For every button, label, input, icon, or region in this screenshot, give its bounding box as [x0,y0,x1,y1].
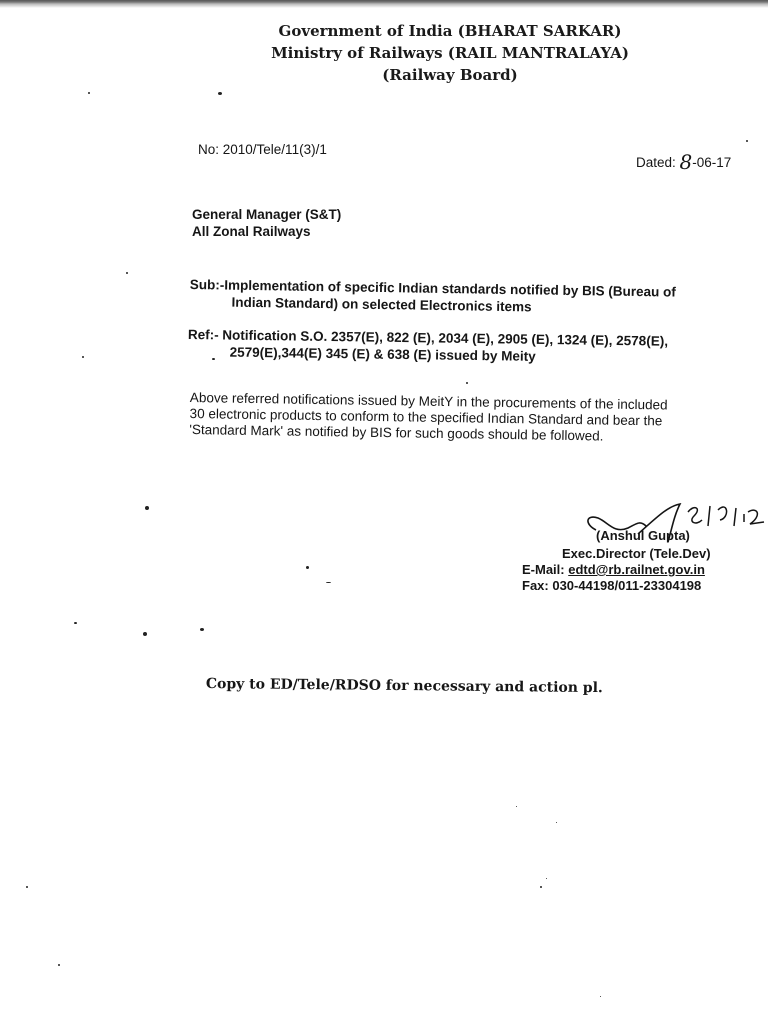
reference-line-1: Ref:- Notification S.O. 2357(E), 822 (E), 2034 (E), 2905 (E), 1324 (E), 2578(E), [187,326,669,349]
subject-line-1: Sub:-Implementation of specific Indian standards notified by BIS (Bureau of [189,276,676,300]
scan-speck [540,886,542,888]
body-line-3: 'Standard Mark' as notified by BIS for such goods should be followed. [189,421,604,444]
letterhead-line-ministry: Ministry of Railways (RAIL MANTRALAYA) [271,44,629,62]
scan-speck [200,628,204,631]
signatory-designation: Exec.Director (Tele.Dev) [562,546,711,561]
letterhead [240,20,660,86]
scan-speck [306,566,309,569]
dated-month-year: -06-17 [692,155,732,170]
letter-date [636,150,731,174]
email-address: edtd@rb.railnet.gov.in [568,562,705,577]
subject [189,276,676,318]
letterhead-line-government: Government of India (BHARAT SARKAR) [278,22,622,40]
addressee-line-1: General Manager (S&T) [192,207,342,222]
scan-speck [82,356,84,358]
scan-speck [746,140,748,142]
dated-label: Dated: [636,155,680,170]
scan-speck [145,506,149,510]
scan-speck [466,382,468,384]
letter-number: No: 2010/Tele/11(3)/1 [198,142,327,157]
scan-speck [88,92,90,94]
scan-speck [143,632,147,636]
scan-speck [600,996,601,997]
scan-speck [26,886,28,888]
copy-to-note: Copy to ED/Tele/RDSO for necessary and action pl. [205,676,603,697]
subject-line-2: Indian Standard) on selected Electronics items [231,294,532,315]
signatory-email [522,562,705,577]
scan-speck [74,622,77,624]
reference-line-2: 2579(E),344(E) 345 (E) & 638 (E) issued by Meity [229,344,536,364]
dated-day-handwritten: 8 [679,150,693,174]
scan-border [0,0,768,8]
scan-speck [516,806,517,807]
body-line-1: Above referred notifications issued by MeitY in the procurements of the included [189,390,668,413]
scan-speck [556,822,557,823]
addressee [192,206,341,240]
addressee-line-2: All Zonal Railways [192,224,311,239]
body-paragraph [189,390,667,445]
reference [188,326,669,367]
scan-speck [326,582,331,583]
letterhead-line-board: (Railway Board) [382,66,518,84]
signatory-fax: Fax: 030-44198/011-23304198 [522,578,702,593]
scan-speck [126,272,128,274]
signature-block [520,498,768,608]
body-line-2: 30 electronic products to conform to the specified Indian Standard and bear the [189,405,663,429]
signatory-name: (Anshul Gupta) [596,528,690,543]
scan-speck [218,92,222,95]
scan-speck [58,964,60,966]
scan-speck [212,358,215,360]
scan-speck [546,878,547,879]
email-label: E-Mail: [522,562,569,577]
